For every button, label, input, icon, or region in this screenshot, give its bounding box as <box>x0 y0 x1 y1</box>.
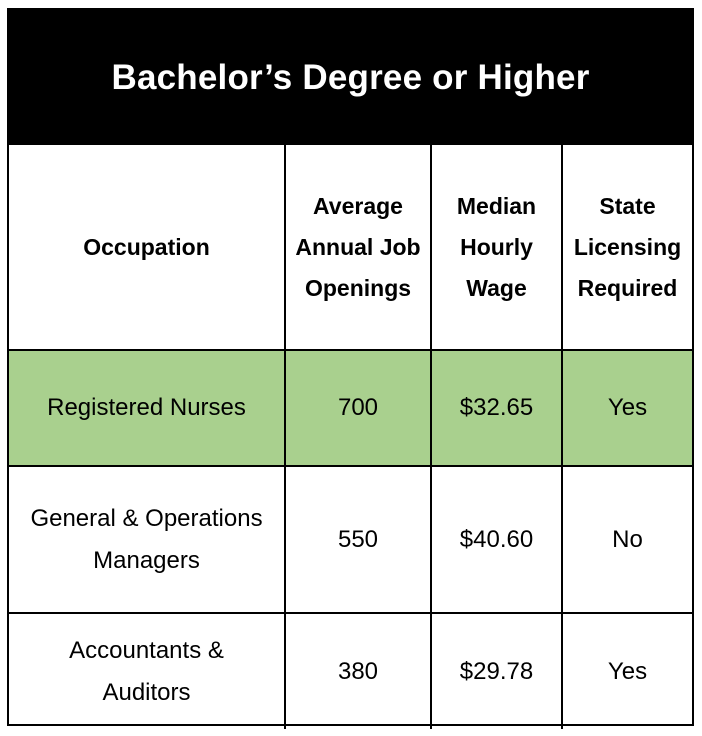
column-header-occupation <box>9 145 285 350</box>
cell-openings: 700 <box>285 350 431 466</box>
column-header-line: Hourly <box>460 233 533 260</box>
cell-openings: 550 <box>285 466 431 613</box>
header-row <box>9 145 692 350</box>
occupation-line: Registered Nurses <box>47 394 246 421</box>
occupation-line: Accountants & <box>69 636 224 664</box>
cell-wage: $32.65 <box>431 350 562 466</box>
column-header-line: Average <box>313 192 403 219</box>
column-header-openings <box>285 145 431 350</box>
occupation-line: General & Operations <box>30 504 263 532</box>
column-header-line: Annual Job <box>295 233 421 260</box>
column-header-line: Occupation <box>83 233 210 260</box>
cell-licensing: Yes <box>562 350 692 466</box>
cell-licensing: No <box>562 466 692 613</box>
column-header-line: Required <box>577 274 678 301</box>
cell-openings: 380 <box>285 613 431 729</box>
cell-wage: $40.60 <box>431 466 562 613</box>
cell-occupation <box>9 466 285 613</box>
column-header-line: Licensing <box>573 233 682 260</box>
column-header-wage <box>431 145 562 350</box>
table-title: Bachelor’s Degree or Higher <box>111 57 590 97</box>
column-header-line: State <box>599 192 656 219</box>
column-header-line: Openings <box>304 274 412 301</box>
table-title-bar <box>9 10 692 145</box>
cell-occupation <box>9 613 285 729</box>
cell-licensing: Yes <box>562 613 692 729</box>
column-header-line: Wage <box>466 274 527 301</box>
occupation-table <box>7 8 694 726</box>
column-header-line: Median <box>456 192 537 219</box>
cell-wage: $29.78 <box>431 613 562 729</box>
column-header-licensing <box>562 145 692 350</box>
occupation-data-table <box>9 145 692 729</box>
occupation-line: Auditors <box>102 678 191 706</box>
table-row <box>9 613 692 729</box>
cell-occupation <box>9 350 285 466</box>
table-row <box>9 350 692 466</box>
occupation-line: Managers <box>93 546 200 574</box>
table-row <box>9 466 692 613</box>
